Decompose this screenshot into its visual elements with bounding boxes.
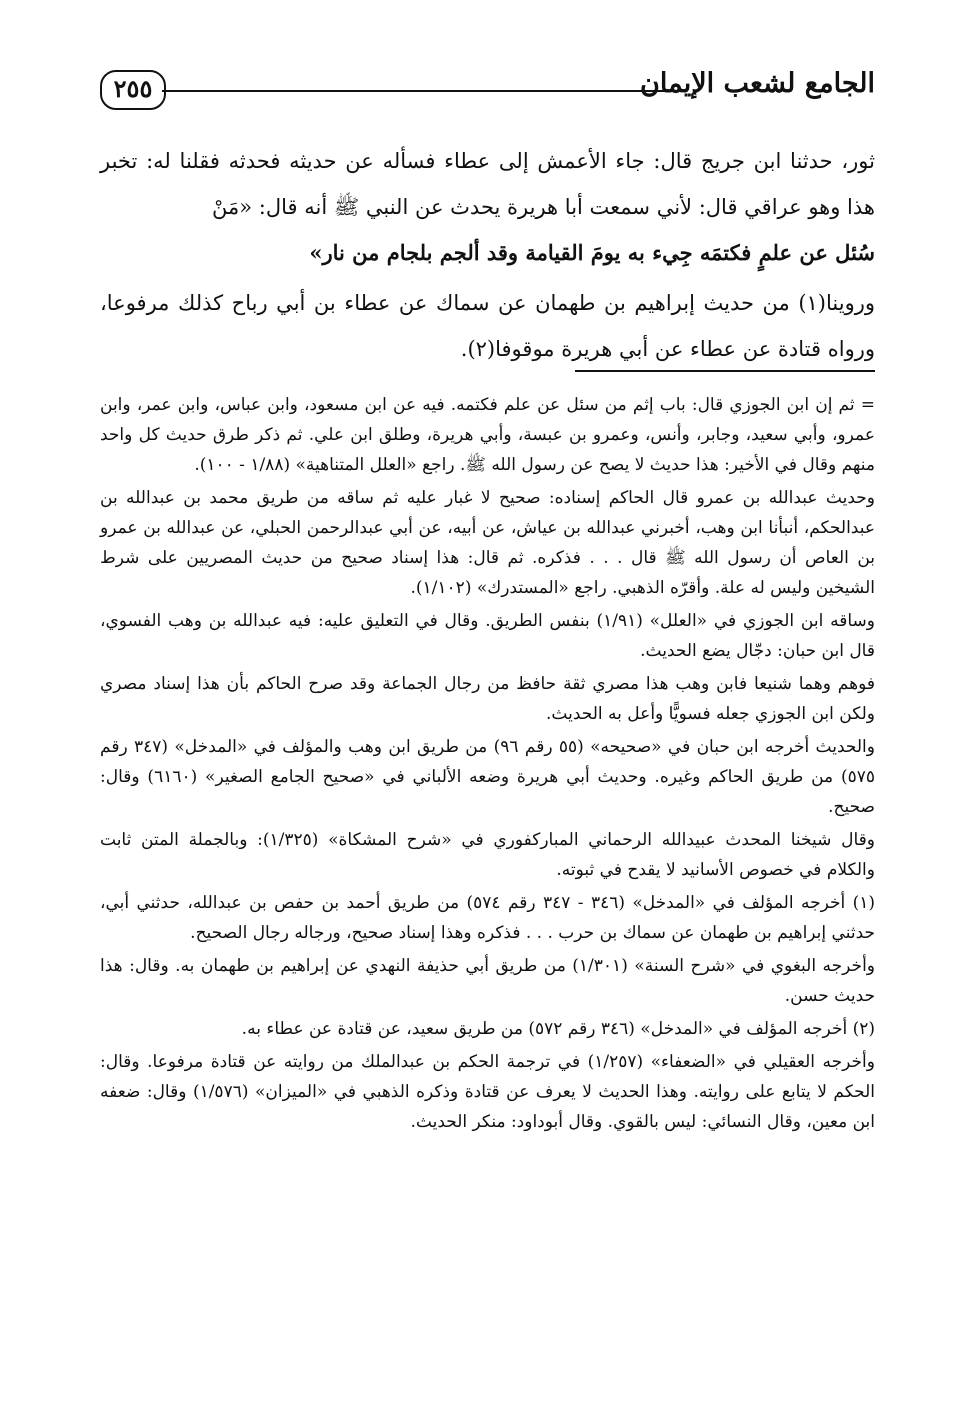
hadith-text: سُئل عن علمٍ فكتمَه جِيء به يومَ القيامة وقد ألجم بلجام من نار»	[309, 240, 875, 265]
footnote-2: (٢) أخرجه المؤلف في «المدخل» (٣٤٦ رقم ٥٧٢) من طريق سعيد، عن قتادة عن عطاء به.	[241, 1019, 875, 1039]
page-header	[100, 60, 875, 130]
page-number: ٢٥٥	[100, 70, 166, 110]
footnote-separator	[575, 370, 875, 372]
footnote-paragraph: = ثم إن ابن الجوزي قال: باب إثم من سئل عن علم فكتمه. فيه عن ابن مسعود، وابن عباس، وابن عمر، وابن عمرو، وأبي سعيد، وجابر، وأنس، وعمرو بن عبسة، وأبي هريرة، وطلق ابن علي. ثم ذكر طرق حديث كل واحد منهم وقال في الأخير: هذا حديث لا يصح عن رسول الله ﷺ. راجع «العلل المتناهية» (١/٨٨ - ١٠٠).	[100, 395, 875, 475]
main-text	[100, 138, 875, 372]
footnote-paragraph: والحديث أخرجه ابن حبان في «صحيحه» (٥٥ رقم ٩٦) من طريق ابن وهب والمؤلف في «المدخل» (٣٤٧ رقم ٥٧٥) من طريق الحاكم وغيره. وحديث أبي هريرة وضعه الألباني في «صحيح الجامع الصغير» (٦١٦٠) وقال: صحيح.	[100, 737, 875, 817]
footnote-paragraph: فوهم وهما شنيعا فابن وهب هذا مصري ثقة حافظ من رجال الجماعة وقد صرح الحاكم بأن هذا إسناد مصري ولكن ابن الجوزي جعله فسويًّا وأعل به الحديث.	[100, 674, 875, 724]
running-title: الجامع لشعب الإيمان	[640, 68, 875, 99]
header-rule	[162, 90, 665, 92]
footnotes	[100, 390, 875, 1140]
footnote-paragraph: وساقه ابن الجوزي في «العلل» (١/٩١) بنفس الطريق. وقال في التعليق عليه: فيه عبدالله بن وهب الفسوي، قال ابن حبان: دجّال يضع الحديث.	[100, 611, 875, 661]
footnote-1: (١) أخرجه المؤلف في «المدخل» (٣٤٦ - ٣٤٧ رقم ٥٧٤) من طريق أحمد بن حفص بن عبدالله، حدثني أبي، حدثني إبراهيم بن طهمان عن سماك بن حرب . . . فذكره وهذا إسناد صحيح، ورجاله رجال الصحيح.	[100, 893, 875, 943]
footnote-paragraph: وحديث عبدالله بن عمرو قال الحاكم إسناده: صحيح لا غبار عليه ثم ساقه من طريق محمد بن عبدالله بن عبدالحكم، أنبأنا ابن وهب، أخبرني عبدالله بن عياش، عن أبيه، عن أبي عبدالرحمن الحبلي، عن عبدالله بن عمرو بن العاص أن رسول الله ﷺ قال . . . فذكره. ثم قال: هذا إسناد صحيح من حديث المصريين على شرط الشيخين وليس له علة. وأقرّه الذهبي. راجع «المستدرك» (١/١٠٢).	[100, 488, 875, 598]
main-paragraph: وروينا(١) من حديث إبراهيم بن طهمان عن سماك عن عطاء بن أبي رباح كذلك مرفوعا، ورواه قتادة عن عطاء عن أبي هريرة موقوفا(٢).	[100, 291, 875, 361]
book-page	[100, 60, 875, 1380]
footnote-paragraph: وأخرجه العقيلي في «الضعفاء» (١/٢٥٧) في ترجمة الحكم بن عبدالملك من روايته عن قتادة مرفوعا. وقال: الحكم لا يتابع على روايته. وهذا الحديث لا يعرف عن قتادة وذكره الذهبي في «الميزان» (١/٥٧٦) وقال: ضعفه ابن معين، وقال النسائي: ليس بالقوي. وقال أبوداود: منكر الحديث.	[100, 1052, 875, 1132]
main-paragraph: ثور، حدثنا ابن جريج قال: جاء الأعمش إلى عطاء فسأله عن حديثه فحدثه فقلنا له: تخبر هذا وهو عراقي قال: لأني سمعت أبا هريرة يحدث عن النبي ﷺ أنه قال: «مَنْ	[100, 149, 875, 219]
footnote-paragraph: وقال شيخنا المحدث عبيدالله الرحماني المباركفوري في «شرح المشكاة» (١/٣٢٥): وبالجملة المتن ثابت والكلام في خصوص الأسانيد لا يقدح في ثبوته.	[100, 830, 875, 880]
footnote-paragraph: وأخرجه البغوي في «شرح السنة» (١/٣٠١) من طريق أبي حذيفة النهدي عن إبراهيم بن طهمان به. وقال: هذا حديث حسن.	[100, 956, 875, 1006]
